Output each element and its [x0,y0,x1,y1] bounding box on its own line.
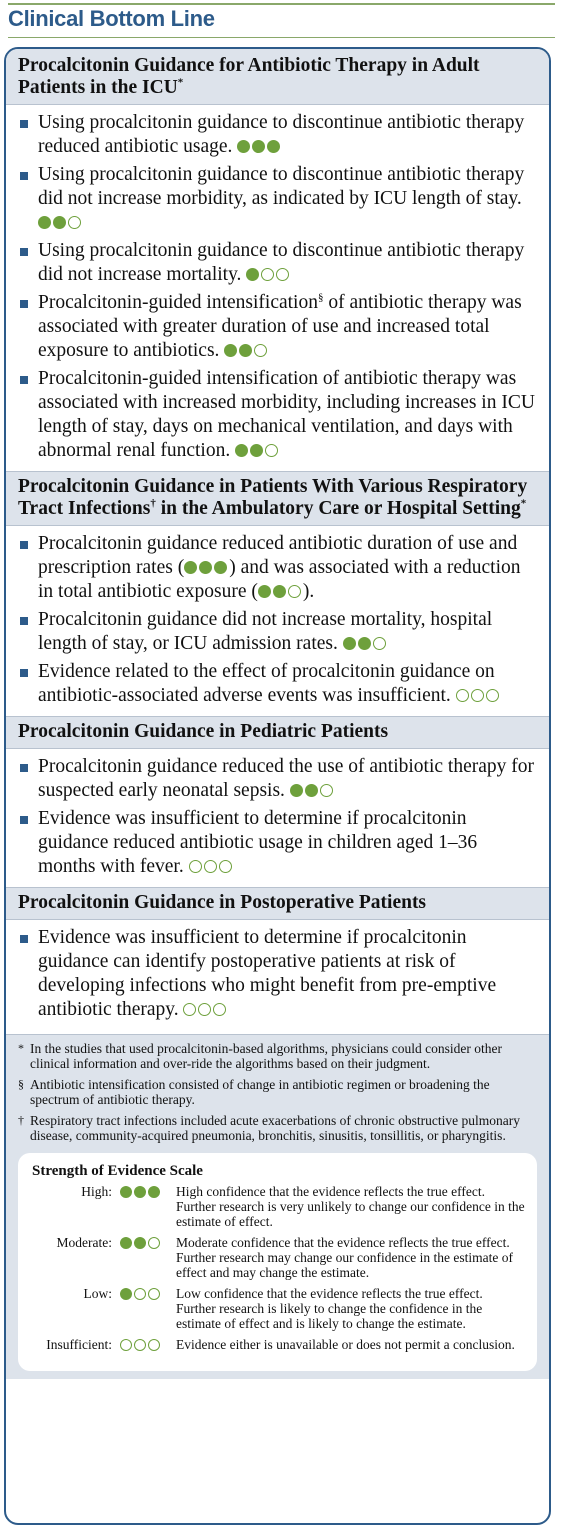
empty-circle-icon [288,585,301,598]
filled-circle-icon [305,784,318,797]
footnote-text: In the studies that used procalcitonin-based algorithms, physicians could consider other clinical information and over-ride the algorithms based on their judgment. [30,1041,503,1071]
rating-dots-icon [456,684,501,708]
empty-circle-icon [204,860,217,873]
rating-dots-icon [120,1235,176,1280]
filled-circle-icon [250,444,263,457]
evidence-scale-box [18,1153,537,1371]
scale-label: High: [81,1184,112,1199]
filled-circle-icon [358,637,371,650]
footnote-mark: † [150,497,156,510]
rating-dots-icon [224,339,269,363]
section-title: Procalcitonin Guidance for Antibiotic Therapy in Adult Patients in the ICU [18,55,480,98]
filled-circle-icon [239,344,252,357]
list-item [18,926,535,1022]
list-item [18,608,535,656]
section-title: in the Ambulatory Care or Hospital Setting [155,498,521,519]
empty-circle-icon [261,268,274,281]
title-top-rule [8,3,555,5]
bullet-text: Evidence was insufficient to determine if procalcitonin guidance can identify postoperative patients at risk of developing infections who might benefit from pre-emptive antibiotic therapy. [38,927,497,1020]
filled-circle-icon [246,268,259,281]
empty-circle-icon [183,1003,196,1016]
empty-circle-icon [265,444,278,457]
empty-circle-icon [276,268,289,281]
empty-circle-icon [148,1339,160,1351]
title-bottom-rule [8,37,555,38]
bullet-square-icon [20,935,28,943]
empty-circle-icon [120,1339,132,1351]
section-body-respiratory [6,526,549,716]
section-title: Procalcitonin Guidance in Patients With Various Respiratory Tract Infections [18,476,528,519]
empty-circle-icon [486,689,499,702]
rating-dots-icon [120,1286,176,1331]
section-header-icu-adults [6,49,549,105]
filled-circle-icon [214,561,227,574]
bullet-square-icon [20,816,28,824]
scale-description: Low confidence that the evidence reflects the true effect. Further research is likely to change the confidence in the estimate of effect and is likely to change the estimate. [176,1286,483,1331]
rating-dots-icon [235,439,280,463]
bullet-text: Using procalcitonin guidance to discontinue antibiotic therapy reduced antibiotic usage. [38,112,525,157]
rating-dots-icon [120,1337,176,1355]
list-item [18,532,535,604]
list-item [18,163,535,235]
filled-circle-icon [199,561,212,574]
footnote-mark: † [18,1113,24,1127]
list-item [18,291,535,363]
bullet-text: Procalcitonin guidance did not increase mortality, hospital length of stay, or ICU admission rates. [38,609,493,654]
footnote-text: Respiratory tract infections included acute exacerbations of chronic obstructive pulmonary disease, community-acquired pneumonia, bronchitis, sinusitis, tonsillitis, or pharyngitis. [30,1113,520,1143]
bullet-square-icon [20,764,28,772]
rating-dots-icon [290,779,335,803]
footnote-mark: § [317,291,324,304]
bottom-line-box [4,47,551,1525]
scale-row-high [32,1184,525,1229]
filled-circle-icon [235,444,248,457]
filled-circle-icon [267,140,280,153]
filled-circle-icon [184,561,197,574]
filled-circle-icon [120,1186,132,1198]
scale-row-moderate [32,1235,525,1280]
empty-circle-icon [254,344,267,357]
footnote-mark: * [18,1041,24,1055]
filled-circle-icon [237,140,250,153]
bullet-text: Evidence was insufficient to determine if procalcitonin guidance reduced antibiotic usage in children aged 1–36 months with fever. [38,808,478,877]
filled-circle-icon [120,1288,132,1300]
empty-circle-icon [134,1288,146,1300]
empty-circle-icon [456,689,469,702]
bullet-text: Procalcitonin guidance reduced the use of antibiotic therapy for suspected early neonatal sepsis. [38,756,534,801]
bullet-text: Using procalcitonin guidance to discontinue antibiotic therapy did not increase morbidity, as indicated by ICU length of stay. [38,164,525,209]
rating-dots-icon [38,211,83,235]
list-item [18,807,535,879]
scale-title: Strength of Evidence Scale [32,1163,203,1179]
bullet-text: Evidence related to the effect of procalcitonin guidance on antibiotic-associated adverse events was insufficient. [38,661,495,706]
footnotes-panel [6,1034,549,1379]
page-title: Clinical Bottom Line [8,6,215,31]
list-item [18,755,535,803]
bullet-square-icon [20,541,28,549]
footnote [18,1041,537,1071]
rating-dots-icon [343,632,388,656]
empty-circle-icon [148,1237,160,1249]
empty-circle-icon [320,784,333,797]
section-body-icu-adults [6,105,549,471]
scale-label: Moderate: [56,1235,112,1250]
scale-description: Evidence either is unavailable or does not permit a conclusion. [176,1337,515,1352]
empty-circle-icon [219,860,232,873]
list-item [18,367,535,463]
empty-circle-icon [148,1288,160,1300]
scale-label: Low: [83,1286,112,1301]
footnote [18,1077,537,1107]
bullet-square-icon [20,617,28,625]
footnote-mark: * [177,76,184,89]
empty-circle-icon [373,637,386,650]
footnote-mark: § [18,1077,24,1091]
bullet-text: Using procalcitonin guidance to discontinue antibiotic therapy did not increase mortality. [38,240,525,285]
bullet-text: Procalcitonin guidance reduced antibiotic duration of use and prescription rates ( [38,533,518,578]
scale-description: Moderate confidence that the evidence reflects the true effect. Further research may change our confidence in the estimate of effect and may change the estimate. [176,1235,513,1280]
filled-circle-icon [53,216,66,229]
bullet-square-icon [20,248,28,256]
bullet-square-icon [20,669,28,677]
bullet-text: Procalcitonin-guided intensification of antibiotic therapy was associated with increased morbidity, including increases in ICU length of stay, days on mechanical ventilation, and days with abnormal renal function. [38,368,535,461]
bullet-square-icon [20,120,28,128]
footnote-text: Antibiotic intensification consisted of change in antibiotic regimen or broadening the spectrum of antibiotic therapy. [30,1077,490,1107]
filled-circle-icon [258,585,271,598]
bullet-text: ). [302,581,315,602]
section-title: Procalcitonin Guidance in Pediatric Patients [18,721,389,742]
section-title: Procalcitonin Guidance in Postoperative Patients [18,892,427,913]
bullet-text: of antibiotic therapy was associated with greater duration of use and increased total exposure to antibiotics. [38,292,522,361]
filled-circle-icon [148,1186,160,1198]
empty-circle-icon [134,1339,146,1351]
bullet-square-icon [20,300,28,308]
filled-circle-icon [38,216,51,229]
section-header-postoperative [6,887,549,920]
list-item [18,111,535,159]
rating-dots-icon [189,855,234,879]
empty-circle-icon [189,860,202,873]
filled-circle-icon [134,1237,146,1249]
section-header-respiratory [6,471,549,526]
filled-circle-icon [224,344,237,357]
filled-circle-icon [273,585,286,598]
scale-row-insufficient [32,1337,525,1355]
empty-circle-icon [471,689,484,702]
bullet-text: ) and was associated with a reduction in total antibiotic exposure ( [38,557,521,602]
filled-circle-icon [343,637,356,650]
rating-dots-icon [237,135,282,159]
section-body-postoperative [6,920,549,1034]
section-header-pediatric [6,716,549,749]
footnote-mark: * [520,497,527,510]
rating-dots-icon [120,1184,176,1229]
section-body-pediatric [6,749,549,887]
rating-dots-icon [258,580,303,604]
empty-circle-icon [198,1003,211,1016]
bullet-text: Procalcitonin-guided intensification [38,292,318,313]
list-item [18,239,535,287]
list-item [18,660,535,708]
scale-row-low [32,1286,525,1331]
bullet-square-icon [20,172,28,180]
empty-circle-icon [68,216,81,229]
filled-circle-icon [252,140,265,153]
footnote [18,1113,537,1143]
filled-circle-icon [120,1237,132,1249]
rating-dots-icon [183,998,228,1022]
rating-dots-icon [246,263,291,287]
scale-label: Insufficient: [46,1337,112,1352]
scale-description: High confidence that the evidence reflects the true effect. Further research is very unlikely to change our confidence in the estimate of effect. [176,1184,525,1229]
rating-dots-icon [184,556,229,580]
filled-circle-icon [134,1186,146,1198]
empty-circle-icon [213,1003,226,1016]
bullet-square-icon [20,376,28,384]
filled-circle-icon [290,784,303,797]
